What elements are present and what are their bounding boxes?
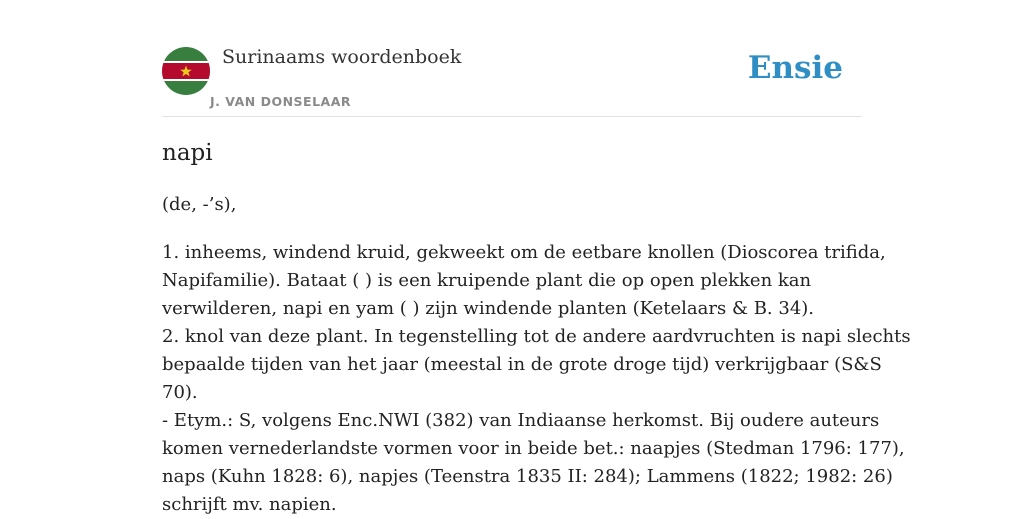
definition-line: schrijft mv. napien. <box>162 494 337 515</box>
definition-line: 70). <box>162 382 198 403</box>
ensie-logo[interactable]: Ensie <box>747 50 843 86</box>
site-header <box>162 44 862 117</box>
entry-headword: napi <box>162 140 213 166</box>
definition-line: Napifamilie). Bataat ( ) is een kruipende plant die op open plekken kan <box>162 270 812 291</box>
definition-line: komen vernederlandste vormen voor in beide bet.: naapjes (Stedman 1796: 177), <box>162 438 905 459</box>
definition-line: - Etym.: S, volgens Enc.NWI (382) van Indiaanse herkomst. Bij oudere auteurs <box>162 410 880 431</box>
book-title[interactable]: Surinaams woordenboek <box>222 46 462 68</box>
definition-line: 1. inheems, windend kruid, gekweekt om de eetbare knollen (Dioscorea trifida, <box>162 242 886 263</box>
suriname-flag-icon[interactable] <box>162 47 210 95</box>
definition-line: bepaalde tijden van het jaar (meestal in de grote droge tijd) verkrijgbaar (S&S <box>162 354 882 375</box>
entry-definition <box>162 239 911 519</box>
definition-line: 2. knol van deze plant. In tegenstelling tot de andere aardvruchten is napi slechts <box>162 326 911 347</box>
definition-line: verwilderen, napi en yam ( ) zijn windende planten (Ketelaars & B. 34). <box>162 298 815 319</box>
book-author: J. VAN DONSELAAR <box>210 94 352 109</box>
definition-line: naps (Kuhn 1828: 6), napjes (Teenstra 1835 II: 284); Lammens (1822; 1982: 26) <box>162 466 893 487</box>
entry-grammar: (de, -’s), <box>162 194 237 215</box>
